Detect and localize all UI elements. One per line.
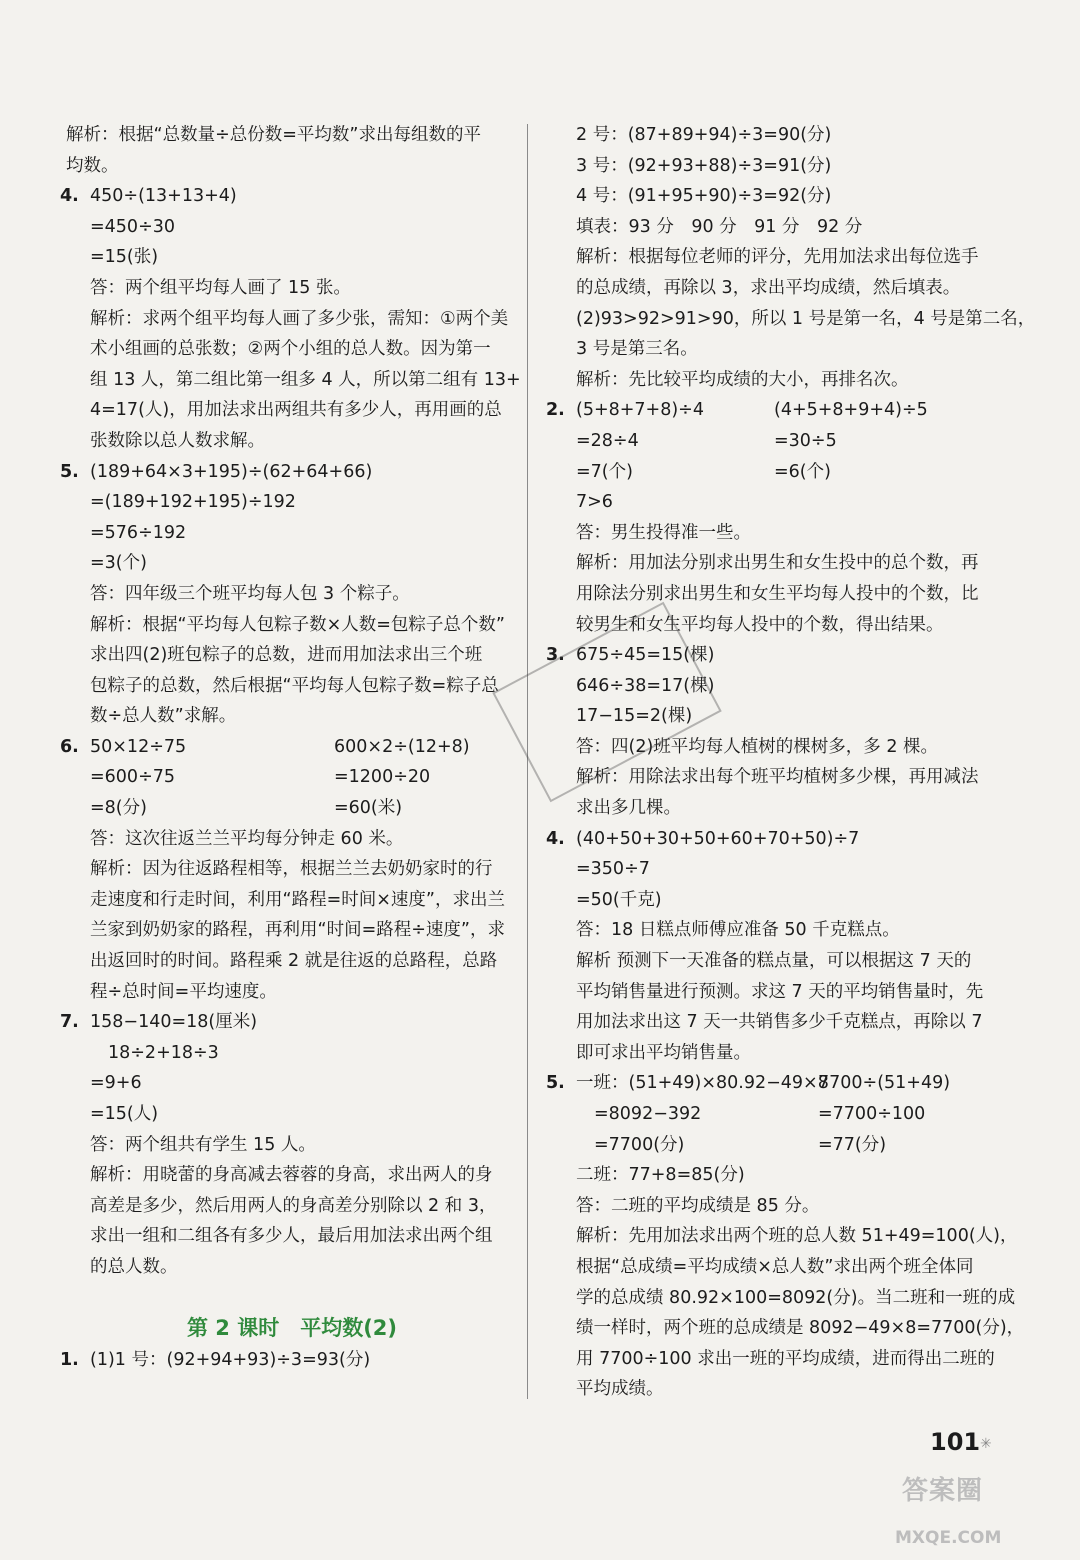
- text-line: =7700÷100: [818, 1104, 926, 1124]
- analysis-line: 学的总成绩 80.92×100=8092(分)。当二班和一班的成: [576, 1287, 1016, 1308]
- text-line: 18÷2+18÷3: [108, 1042, 219, 1063]
- text-line: [552, 1099, 1008, 1130]
- text-line: =7(个): [576, 461, 633, 482]
- question-number: 2.: [546, 400, 565, 421]
- text-line: =8(分): [90, 798, 147, 819]
- text-line: =450÷30: [90, 216, 175, 237]
- text-line: =50(千克): [576, 889, 662, 910]
- analysis-line: 兰家到奶奶家的路程，再利用“时间=路程÷速度”，求: [90, 920, 505, 941]
- text-line: (40+50+30+50+60+70+50)÷7: [576, 828, 860, 849]
- analysis-line: 根据“总成绩=平均成绩×总人数”求出两个班全体同: [576, 1256, 974, 1277]
- text-line: [552, 1130, 1008, 1161]
- analysis-line: 较男生和女生平均每人投中的个数，得出结果。: [576, 614, 944, 635]
- question-number: 1.: [60, 1350, 79, 1371]
- text-line: =350÷7: [576, 859, 650, 880]
- text-line: 解析：根据“总数量÷总份数=平均数”求出每组数的平: [66, 125, 481, 145]
- text-line: 4 号：(91+95+90)÷3=92(分): [576, 186, 832, 207]
- text-line: (4+5+8+9+4)÷5: [774, 400, 928, 421]
- text-line: 7>6: [576, 492, 613, 513]
- analysis-line: 解析：用除法求出每个班平均植树多少棵，再用减法: [576, 767, 979, 788]
- question-number: 5.: [546, 1073, 565, 1094]
- text-line: =576÷192: [90, 522, 187, 543]
- analysis-line: 的总成绩，再除以 3，求出平均成绩，然后填表。: [576, 277, 961, 298]
- question-1: [60, 1345, 518, 1376]
- text-line: =15(人): [90, 1104, 159, 1124]
- text-line: 50×12÷75: [90, 736, 187, 757]
- analysis-line: 张数除以总人数求解。: [90, 430, 265, 451]
- text-line: 答：四(2)班平均每人植树的棵树多，多 2 棵。: [576, 736, 939, 757]
- analysis-line: 平均销售量进行预测。求这 7 天的平均销售量时，先: [576, 981, 984, 1002]
- text-line: 答：两个组共有学生 15 人。: [90, 1134, 316, 1155]
- text-line: 答：两个组平均每人画了 15 张。: [90, 277, 351, 298]
- text-line: 答：男生投得准一些。: [576, 522, 751, 543]
- question-5: [60, 457, 518, 488]
- analysis-line: 解析：根据“平均每人包粽子数×人数=包粽子总个数”: [90, 614, 505, 635]
- question-number: 3.: [546, 645, 565, 666]
- text-line: =3(个): [90, 553, 147, 574]
- text-line: =30÷5: [774, 430, 837, 451]
- analysis-line: 平均成绩。: [576, 1379, 664, 1400]
- analysis-line: 解析：先用加法求出两个班的总人数 51+49=100(人)，: [576, 1226, 1018, 1247]
- question-number: 4.: [60, 186, 79, 207]
- text-line: (189+64×3+195)÷(62+64+66): [90, 461, 373, 482]
- text-line: [552, 457, 1008, 488]
- text-line: 均数。: [66, 155, 119, 176]
- question-5: [546, 1068, 1008, 1099]
- analysis-line: 用除法分别求出男生和女生平均每人投中的个数，比: [576, 583, 979, 604]
- question-4: [60, 181, 518, 212]
- text-line: =600÷75: [90, 767, 175, 788]
- analysis-line: 即可求出平均销售量。: [576, 1042, 751, 1063]
- question-number: 5.: [60, 461, 79, 482]
- text-line: 答：这次往返兰兰平均每分钟走 60 米。: [90, 828, 404, 849]
- analysis-line: 解析：根据每位老师的评分，先用加法求出每位选手: [576, 247, 979, 268]
- analysis-line: 解析：用晓蕾的身高减去蓉蓉的身高，求出两人的身: [90, 1165, 493, 1186]
- text-line: =7700(分): [594, 1134, 685, 1155]
- text-line: =8092−392: [594, 1104, 702, 1124]
- text-line: (1)1 号：(92+94+93)÷3=93(分): [90, 1350, 371, 1371]
- analysis-line: 4=17(人)，用加法求出两组共有多少人，再用画的总: [90, 400, 502, 421]
- text-line: 7700÷(51+49): [818, 1073, 951, 1094]
- analysis-line: 解析：求两个组平均每人画了多少张，需知：①两个美: [90, 308, 509, 329]
- text-line: 675÷45=15(棵): [576, 645, 715, 666]
- analysis-line: 解析：先比较平均成绩的大小，再排名次。: [576, 369, 909, 390]
- star-icon: ✳: [980, 1436, 992, 1452]
- text-line: =1200÷20: [334, 767, 431, 788]
- analysis-line: 高差是多少，然后用两人的身高差分别除以 2 和 3，: [90, 1195, 497, 1216]
- text-line: (5+8+7+8)÷4: [576, 400, 704, 421]
- analysis-line: 求出多几棵。: [576, 798, 681, 819]
- question-7: [60, 1007, 518, 1038]
- text-line: =(189+192+195)÷192: [90, 492, 296, 513]
- text-line: [552, 426, 1008, 457]
- analysis-line: 求出四(2)班包粽子的总数，进而用加法求出三个班: [90, 645, 483, 666]
- text-line: 二班：77+8=85(分): [576, 1165, 745, 1186]
- text-line: 600×2÷(12+8): [334, 736, 470, 757]
- left-column: [60, 120, 521, 1376]
- text-line: 一班：(51+49)×80.92−49×8: [576, 1073, 829, 1094]
- analysis-line: 出返回时的时间。路程乘 2 就是往返的总路程，总路: [90, 951, 498, 972]
- text-line: 646÷38=17(棵): [576, 675, 715, 696]
- question-number: 7.: [60, 1012, 79, 1033]
- page-number: 101: [930, 1428, 981, 1456]
- analysis-line: 用 7700÷100 求出一班的平均成绩，进而得出二班的: [576, 1348, 995, 1369]
- watermark-logo: 答案圈: [902, 1476, 984, 1506]
- text-line: 答：18 日糕点师傅应准备 50 千克糕点。: [576, 920, 900, 941]
- analysis-line: 解析：用加法分别求出男生和女生投中的总个数，再: [576, 553, 979, 574]
- text-line: =60(米): [334, 798, 403, 819]
- analysis-line: 绩一样时，两个班的总成绩是 8092−49×8=7700(分)，: [576, 1318, 1025, 1339]
- text-line: [66, 762, 518, 793]
- text-line: 2 号：(87+89+94)÷3=90(分): [576, 125, 832, 145]
- text-line: =15(张): [90, 247, 159, 268]
- text-line: (2)93>92>91>90，所以 1 号是第一名，4 号是第二名，: [576, 308, 1036, 329]
- text-line: =9+6: [90, 1073, 142, 1094]
- analysis-line: 组 13 人，第二组比第一组多 4 人，所以第二组有 13+: [90, 369, 521, 390]
- text-line: [66, 793, 518, 824]
- analysis-line: 包粽子的总数，然后根据“平均每人包粽子数=粽子总: [90, 675, 499, 696]
- text-line: 答：二班的平均成绩是 85 分。: [576, 1195, 820, 1216]
- analysis-line: 的总人数。: [90, 1256, 178, 1277]
- text-line: =77(分): [818, 1134, 887, 1155]
- text-line: 答：四年级三个班平均每人包 3 个粽子。: [90, 583, 410, 604]
- analysis-line: 解析：因为往返路程相等，根据兰兰去奶奶家时的行: [90, 859, 493, 880]
- question-number: 4.: [546, 828, 565, 849]
- question-6: [60, 732, 518, 763]
- text-line: =6(个): [774, 461, 831, 482]
- question-2: [546, 395, 1008, 426]
- text-line: 3 号：(92+93+88)÷3=91(分): [576, 155, 832, 176]
- analysis-line: 解析 预测下一天准备的糕点量，可以根据这 7 天的: [576, 951, 972, 972]
- text-line: =28÷4: [576, 430, 639, 451]
- watermark-url: MXQE.COM: [895, 1528, 1002, 1548]
- text-line: 3 号是第三名。: [576, 339, 698, 360]
- analysis-line: 数÷总人数”求解。: [90, 706, 237, 727]
- analysis-line: 走速度和行走时间，利用“路程=时间×速度”，求出兰: [90, 889, 505, 910]
- text-line: 158−140=18(厘米): [90, 1012, 258, 1033]
- question-4: [546, 824, 1008, 855]
- analysis-line: 程÷总时间=平均速度。: [90, 981, 277, 1002]
- analysis-line: 用加法求出这 7 天一共销售多少千克糕点，再除以 7: [576, 1012, 983, 1033]
- text-line: 450÷(13+13+4): [90, 186, 237, 207]
- analysis-line: 求出一组和二组各有多少人，最后用加法求出两个组: [90, 1226, 493, 1247]
- text-line: 17−15=2(棵): [576, 706, 693, 727]
- analysis-line: 术小组画的总张数；②两个小组的总人数。因为第一: [90, 339, 491, 360]
- text-line: 填表：93 分 90 分 91 分 92 分: [576, 216, 863, 237]
- section-heading: 第 2 课时 平均数(2): [186, 1315, 398, 1340]
- question-number: 6.: [60, 736, 79, 757]
